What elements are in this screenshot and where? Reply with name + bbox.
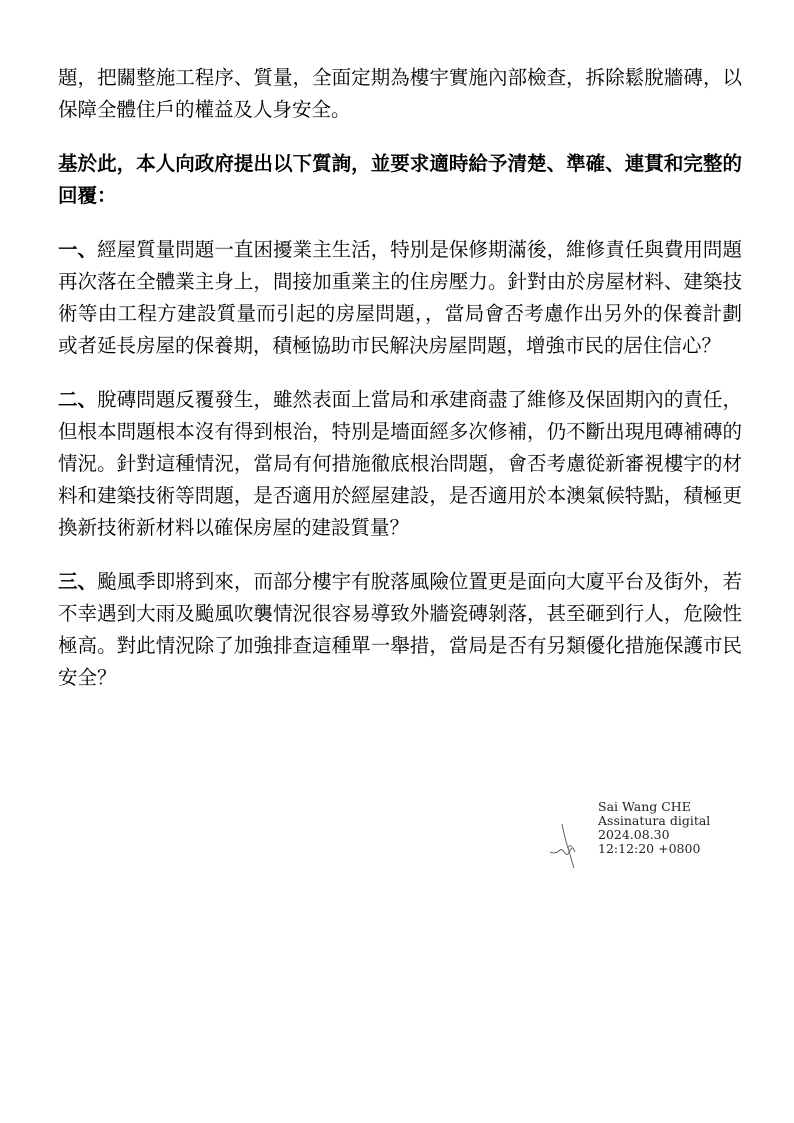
signature-label: Assinatura digital xyxy=(598,813,711,828)
question-2 xyxy=(58,384,742,544)
signature-text xyxy=(598,800,710,856)
digital-signature xyxy=(548,800,748,870)
document-body xyxy=(58,62,742,716)
signature-scribble-icon xyxy=(548,812,588,872)
question-3-number: 三、 xyxy=(58,570,98,593)
intro-paragraph: 題，把關整施工程序、質量，全面定期為樓宇實施內部檢查，拆除鬆脫牆磚，以保障全體住戶的權益及人身安全。 xyxy=(58,66,742,121)
question-1-number: 一、 xyxy=(58,238,98,261)
signature-name: Sai Wang CHE xyxy=(598,799,691,814)
question-1-text: 經屋質量問題一直困擾業主生活，特別是保修期滿後，維修責任與費用問題再次落在全體業主身上，間接加重業主的住房壓力。針對由於房屋材料、建築技術等由工程方建設質量而引起的房屋問題，，當局會否考慮作出另外的保養計劃或者延長房屋的保養期，積極協助市民解決房屋問題，增強市民的居住信心？ xyxy=(58,238,742,357)
question-3 xyxy=(58,566,742,694)
question-2-number: 二、 xyxy=(58,388,98,411)
question-1 xyxy=(58,234,742,362)
question-3-text: 颱風季即將到來，而部分樓宇有脫落風險位置更是面向大廈平台及街外，若不幸遇到大雨及颱風吹襲情況很容易導致外牆瓷磚剝落，甚至砸到行人，危險性極高。對此情況除了加強排查這種單一舉措，當局是否有另類優化措施保護市民安全？ xyxy=(58,570,742,689)
question-2-text: 脫磚問題反覆發生，雖然表面上當局和承建商盡了維修及保固期內的責任，但根本問題根本沒有得到根治，特別是墻面經多次修補，仍不斷出現甩磚補磚的情況。針對這種情況，當局有何措施徹底根治問題，會否考慮從新審視樓宇的材料和建築技術等問題，是否適用於經屋建設，是否適用於本澳氣候特點，積極更換新技術新材料以確保房屋的建設質量？ xyxy=(58,388,742,539)
signature-date: 2024.08.30 xyxy=(598,827,670,842)
inquiry-statement: 基於此，本人向政府提出以下質詢，並要求適時給予清楚、準確、連貫和完整的回覆： xyxy=(58,152,742,207)
signature-time: 12:12:20 +0800 xyxy=(598,841,701,856)
